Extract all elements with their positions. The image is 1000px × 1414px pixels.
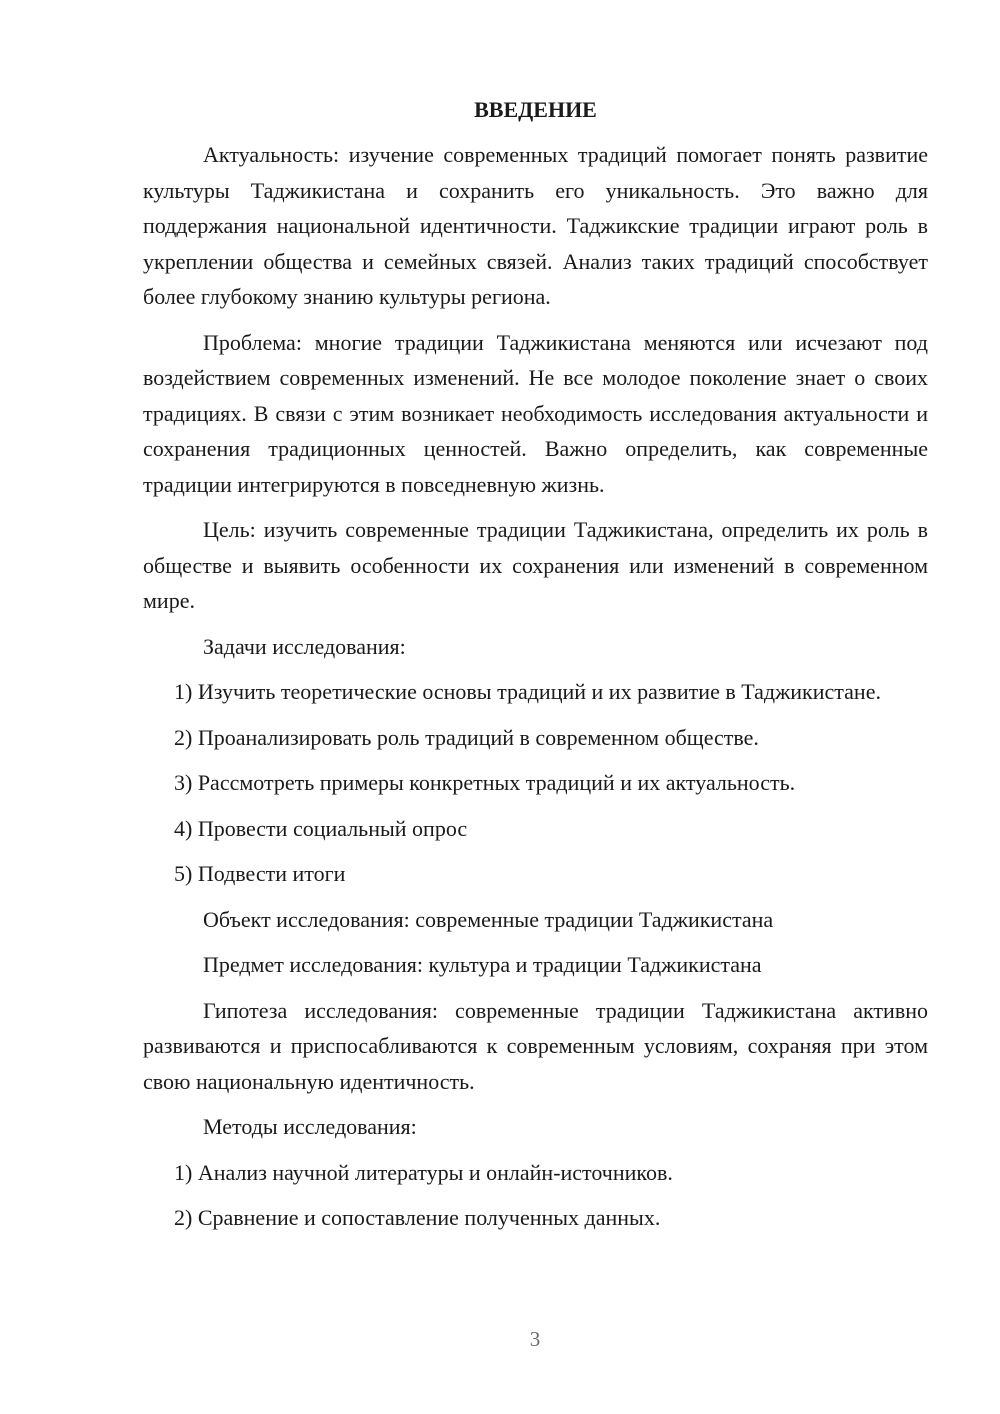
section-title: ВВЕДЕНИЕ (474, 97, 597, 122)
task-item-3: 3) Рассмотреть примеры конкретных традиций и их актуальность. (174, 770, 796, 795)
problem-paragraph: Проблема: многие традиции Таджикистана меняются или исчезают под воздействием современных изменений. Не все молодое поколение знает о своих традициях. В связи с этим возникает необходимость исследования актуальности и сохранения традиционных ценностей. Важно определить, как современные традиции интегрируются в повседневную жизнь. (143, 329, 928, 497)
task-item-4: 4) Провести социальный опрос (174, 815, 468, 841)
object-paragraph: Объект исследования: современные традиции Таджикистана (203, 906, 774, 932)
document-page (143, 92, 928, 1246)
method-item-1: 1) Анализ научной литературы и онлайн-источников. (174, 1159, 673, 1185)
task-item-5: 5) Подвести итоги (174, 861, 346, 886)
page-number: 3 (529, 1327, 541, 1351)
tasks-heading: Задачи исследования: (203, 633, 406, 659)
relevance-paragraph: Актуальность: изучение современных традиций помогает понять развитие культуры Таджикистана и сохранить его уникальность. Это важно для поддержания национальной идентичности. Таджикские традиции играют роль в укреплении общества и семейных связей. Анализ таких традиций способствует более глубокому знанию культуры региона. (143, 142, 928, 309)
task-item-1: 1) Изучить теоретические основы традиций и их развитие в Таджикистане. (174, 679, 881, 704)
hypothesis-paragraph: Гипотеза исследования: современные традиции Таджикистана активно развиваются и приспосабливаются к современным условиям, сохраняя при этом свою национальную идентичность. (143, 997, 928, 1094)
methods-heading: Методы исследования: (203, 1114, 417, 1139)
subject-paragraph: Предмет исследования: культура и традиции Таджикистана (203, 952, 762, 977)
task-item-2: 2) Проанализировать роль традиций в современном обществе. (174, 724, 759, 750)
goal-paragraph: Цель: изучить современные традиции Таджикистана, определить их роль в обществе и выявить особенности их сохранения или изменений в современном мире. (143, 517, 928, 613)
method-item-2: 2) Сравнение и сопоставление полученных данных. (174, 1205, 661, 1230)
